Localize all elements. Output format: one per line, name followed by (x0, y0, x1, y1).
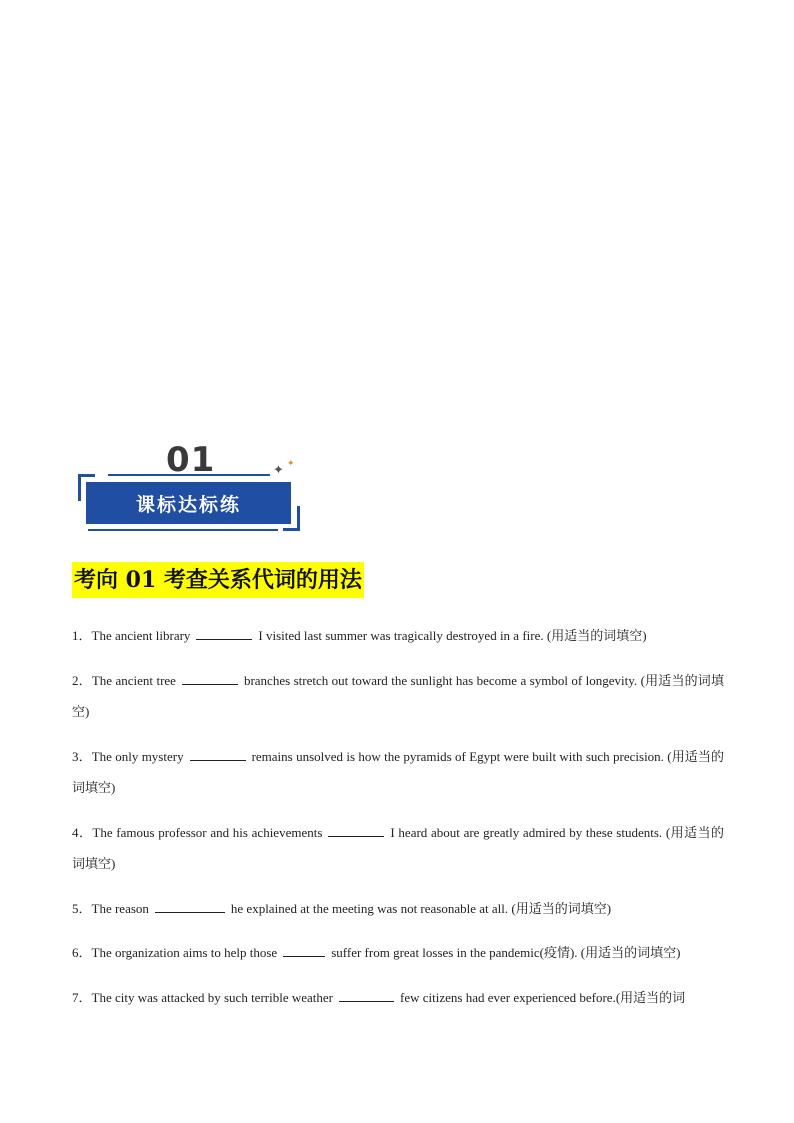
question-item (72, 665, 724, 728)
sparkle-small-icon: ✦ (287, 459, 295, 469)
question-item (72, 741, 724, 804)
answer-blank[interactable] (196, 625, 252, 640)
answer-blank[interactable] (155, 898, 225, 913)
question-item (72, 817, 724, 880)
question-text-after: few citizens had ever experienced before.(用适当的词 (400, 989, 686, 1005)
question-number: 4． (72, 824, 93, 840)
question-text-before: The ancient tree (91, 672, 176, 688)
question-text-after: branches stretch out toward the sunlight has become a symbol of longevity. (用适当的词填空) (72, 672, 724, 719)
answer-blank[interactable] (182, 670, 238, 685)
question-text-after: I heard about are greatly admired by these students. (用适当的词填空) (72, 824, 724, 871)
bracket-bottom-right (283, 506, 300, 531)
section-badge (78, 440, 303, 532)
sparkle-icon: ✦ (273, 463, 284, 478)
question-number: 5． (72, 900, 92, 916)
question-number: 7． (72, 989, 92, 1005)
question-list (72, 620, 724, 1026)
question-number: 1． (72, 628, 92, 643)
question-item (72, 937, 724, 969)
answer-blank[interactable] (283, 942, 325, 957)
bracket-line-bottom (88, 529, 278, 531)
bracket-line-top (108, 474, 270, 476)
answer-blank[interactable] (190, 746, 246, 761)
question-text-before: The only mystery (91, 748, 184, 764)
question-text-after: suffer from great losses in the pandemic(疫情). (用适当的词填空) (331, 945, 681, 960)
question-text-before: The famous professor and his achievements (92, 824, 323, 840)
question-item (72, 620, 724, 652)
question-text-before: The ancient library (91, 628, 191, 643)
question-text-before: The organization aims to help those (91, 945, 278, 960)
answer-blank[interactable] (328, 822, 384, 837)
question-text-after: he explained at the meeting was not reasonable at all. (用适当的词填空) (230, 900, 612, 916)
section-title: 考向 01 考查关系代词的用法 (72, 562, 364, 598)
question-number: 6． (72, 945, 92, 960)
badge-number: 01 (166, 440, 216, 480)
badge-label: 课标达标练 (135, 493, 241, 516)
answer-blank[interactable] (339, 987, 394, 1002)
question-item (72, 982, 724, 1014)
question-text-before: The city was attacked by such terrible weather (91, 989, 333, 1005)
question-number: 3． (72, 748, 92, 764)
question-item (72, 893, 724, 925)
question-number: 2． (72, 672, 92, 688)
question-text-after: remains unsolved is how the pyramids of Egypt were built with such precision. (用适当的词填空) (72, 748, 724, 795)
question-text-before: The reason (91, 900, 149, 916)
badge-box (86, 482, 291, 524)
question-text-after: I visited last summer was tragically destroyed in a fire. (用适当的词填空) (258, 628, 647, 643)
